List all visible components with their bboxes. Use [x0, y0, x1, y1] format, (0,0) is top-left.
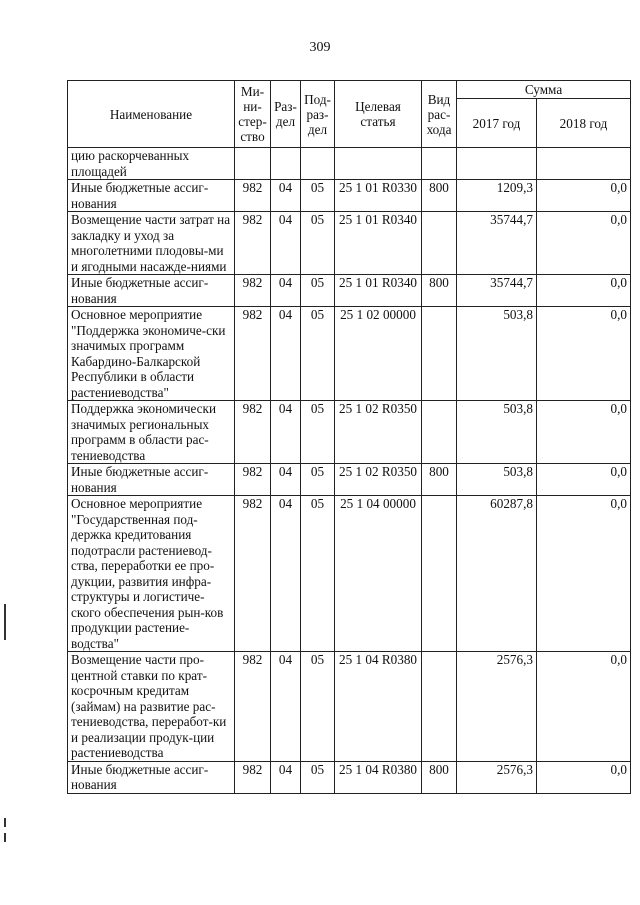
row-sum-2018: 0,0: [537, 401, 631, 464]
row-expense-type: 800: [422, 464, 457, 496]
row-sum-2017: 2576,3: [457, 761, 537, 793]
row-subsection: 05: [301, 307, 335, 401]
scan-margin-mark: [4, 818, 6, 827]
row-target: 25 1 02 R0350: [335, 401, 422, 464]
row-sum-2018: 0,0: [537, 307, 631, 401]
row-sum-2018: 0,0: [537, 652, 631, 762]
row-subsection: 05: [301, 464, 335, 496]
row-target: 25 1 02 R0350: [335, 464, 422, 496]
row-name: Иные бюджетные ассиг-нования: [68, 761, 235, 793]
row-expense-type: 800: [422, 761, 457, 793]
table-row: [68, 212, 631, 275]
table-row: [68, 180, 631, 212]
header-expense-type: Вид рас-хода: [422, 81, 457, 148]
table-row: [68, 496, 631, 652]
row-name: Поддержка экономически значимых региональных программ в области рас-тениеводства: [68, 401, 235, 464]
row-ministry: 982: [235, 307, 271, 401]
row-section: 04: [271, 401, 301, 464]
row-sum-2018: [537, 148, 631, 180]
row-subsection: 05: [301, 496, 335, 652]
header-year-2017: 2017 год: [457, 99, 537, 148]
row-target: 25 1 04 00000: [335, 496, 422, 652]
row-sum-2017: 35744,7: [457, 275, 537, 307]
row-ministry: 982: [235, 652, 271, 762]
row-sum-2018: 0,0: [537, 275, 631, 307]
table-row: [68, 148, 631, 180]
row-ministry: 982: [235, 180, 271, 212]
row-name: Иные бюджетные ассиг-нования: [68, 275, 235, 307]
row-name: Возмещение части затрат на закладку и уход за многолетними плодовы-ми и ягодными насажде-ниями: [68, 212, 235, 275]
row-name: Основное мероприятие "Поддержка экономиче-ски значимых программ Кабардино-Балкарской Республики в области растениеводства": [68, 307, 235, 401]
row-target: 25 1 04 R0380: [335, 761, 422, 793]
row-subsection: 05: [301, 401, 335, 464]
table-row: [68, 275, 631, 307]
row-sum-2017: 35744,7: [457, 212, 537, 275]
row-sum-2017: 503,8: [457, 307, 537, 401]
row-name: цию раскорчеванных площадей: [68, 148, 235, 180]
row-section: [271, 148, 301, 180]
row-section: 04: [271, 652, 301, 762]
row-sum-2017: 1209,3: [457, 180, 537, 212]
row-ministry: 982: [235, 401, 271, 464]
row-target: 25 1 04 R0380: [335, 652, 422, 762]
row-sum-2017: 503,8: [457, 401, 537, 464]
row-sum-2017: 2576,3: [457, 652, 537, 762]
row-target: 25 1 01 R0330: [335, 180, 422, 212]
header-target: Целевая статья: [335, 81, 422, 148]
header-sum: Сумма: [457, 81, 631, 99]
table-row: [68, 307, 631, 401]
table-body: [68, 148, 631, 794]
row-sum-2017: 60287,8: [457, 496, 537, 652]
row-name: Иные бюджетные ассиг-нования: [68, 464, 235, 496]
scan-margin-mark: [4, 604, 6, 640]
row-subsection: 05: [301, 180, 335, 212]
row-subsection: 05: [301, 275, 335, 307]
row-expense-type: [422, 307, 457, 401]
header-subsection: Под-раз-дел: [301, 81, 335, 148]
row-section: 04: [271, 761, 301, 793]
row-sum-2018: 0,0: [537, 212, 631, 275]
row-ministry: 982: [235, 275, 271, 307]
row-target: 25 1 01 R0340: [335, 275, 422, 307]
row-sum-2018: 0,0: [537, 180, 631, 212]
row-section: 04: [271, 212, 301, 275]
row-expense-type: [422, 652, 457, 762]
row-sum-2018: 0,0: [537, 464, 631, 496]
row-subsection: [301, 148, 335, 180]
row-subsection: 05: [301, 212, 335, 275]
header-year-2018: 2018 год: [537, 99, 631, 148]
row-name: Возмещение части про-центной ставки по крат-косрочным кредитам (займам) на развитие рас-тениеводства, переработ-ки и реализации продук-ции растениеводства: [68, 652, 235, 762]
row-expense-type: 800: [422, 180, 457, 212]
table-row: [68, 401, 631, 464]
row-target: 25 1 01 R0340: [335, 212, 422, 275]
header-ministry: Ми-ни-стер-ство: [235, 81, 271, 148]
row-name: Иные бюджетные ассиг-нования: [68, 180, 235, 212]
scan-margin-mark: [4, 833, 6, 842]
row-ministry: 982: [235, 496, 271, 652]
row-sum-2017: 503,8: [457, 464, 537, 496]
table-row: [68, 652, 631, 762]
budget-table: [67, 80, 631, 794]
row-target: 25 1 02 00000: [335, 307, 422, 401]
row-subsection: 05: [301, 761, 335, 793]
header-section: Раз-дел: [271, 81, 301, 148]
row-section: 04: [271, 275, 301, 307]
row-section: 04: [271, 307, 301, 401]
row-section: 04: [271, 180, 301, 212]
row-name: Основное мероприятие "Государственная под-держка кредитования подотрасли растениевод-ства, переработки ее про-дукции, развития инфра-структуры и логистиче-ского обеспечения рын-ков продукции растение-водства": [68, 496, 235, 652]
row-expense-type: [422, 401, 457, 464]
header-name: Наименование: [68, 81, 235, 148]
row-sum-2018: 0,0: [537, 761, 631, 793]
row-expense-type: 800: [422, 275, 457, 307]
row-section: 04: [271, 464, 301, 496]
table-row: [68, 761, 631, 793]
row-ministry: 982: [235, 761, 271, 793]
page-number: 309: [309, 40, 331, 55]
row-sum-2017: [457, 148, 537, 180]
row-target: [335, 148, 422, 180]
row-expense-type: [422, 496, 457, 652]
row-subsection: 05: [301, 652, 335, 762]
row-sum-2018: 0,0: [537, 496, 631, 652]
table-row: [68, 464, 631, 496]
row-ministry: 982: [235, 464, 271, 496]
row-expense-type: [422, 212, 457, 275]
row-ministry: [235, 148, 271, 180]
row-section: 04: [271, 496, 301, 652]
row-ministry: 982: [235, 212, 271, 275]
row-expense-type: [422, 148, 457, 180]
